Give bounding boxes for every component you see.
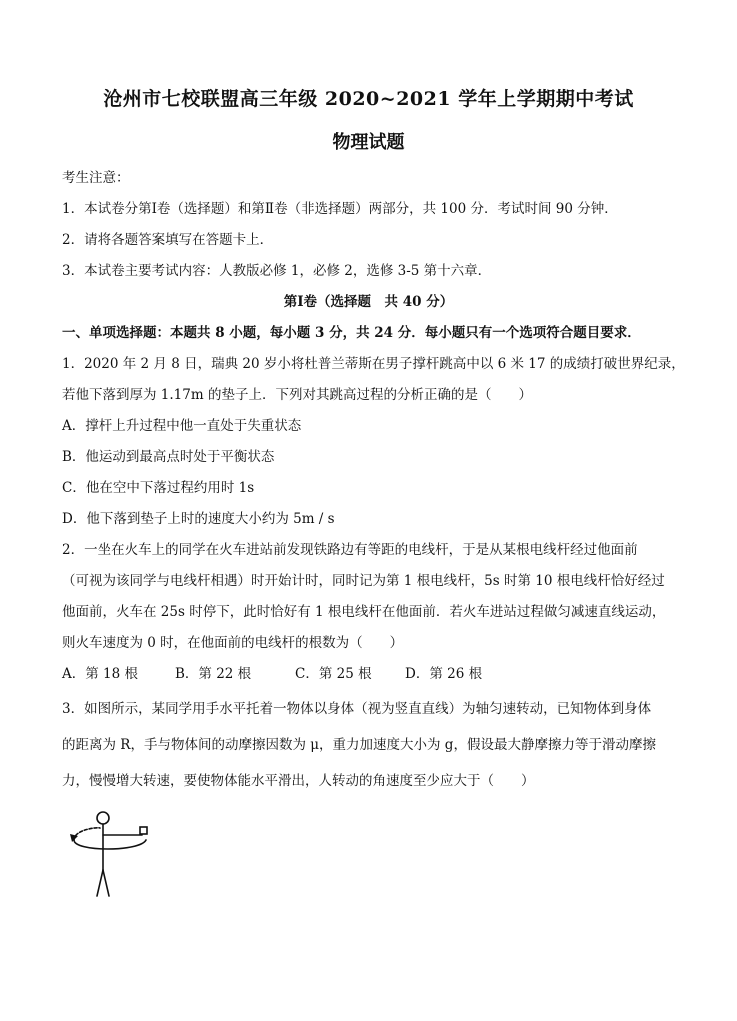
q3-line-1: 3．如图所示，某同学用手水平托着一物体以身体（视为竖直直线）为轴匀速转动，已知物体到身体: [62, 701, 652, 717]
rotating-person-figure: [60, 800, 170, 910]
q1-line-2: 若他下落到厚为 1.17m 的垫子上．下列对其跳高过程的分析正确的是（ ）: [62, 387, 532, 403]
q3-line-2: 的距离为 R，手与物体间的动摩擦因数为 μ，重力加速度大小为 g，假设最大静摩擦力等于滑动摩擦: [62, 737, 656, 753]
q2-line-1: 2．一坐在火车上的同学在火车进站前发现铁路边有等距的电线杆，于是从某根电线杆经过他面前: [62, 542, 638, 558]
figure-head: [97, 812, 109, 824]
notice-item-3: 3．本试卷主要考试内容：人教版必修 1，必修 2，选修 3-5 第十六章．: [62, 263, 492, 279]
q1-option-c: C．他在空中下落过程约用时 1s: [62, 480, 255, 496]
q1-option-b: B．他运动到最高点时处于平衡状态: [62, 449, 275, 465]
q2-line-4: 则火车速度为 0 时，在他面前的电线杆的根数为（ ）: [62, 635, 404, 651]
q1-option-a: A．撑杆上升过程中他一直处于失重状态: [62, 418, 302, 434]
rotation-path-front: [74, 840, 146, 849]
notice-heading: 考生注意：: [62, 170, 130, 186]
figure-leg-left: [97, 870, 103, 896]
notice-item-2: 2．请将各题答案填写在答题卡上．: [62, 232, 274, 248]
q2-option-b: B．第 22 根: [175, 666, 252, 682]
figure-leg-right: [103, 870, 109, 896]
exam-title: 沧州市七校联盟高三年级 2020~2021 学年上学期期中考试: [103, 88, 634, 110]
q2-option-a: A．第 18 根: [62, 666, 139, 682]
q2-option-d: D．第 26 根: [405, 666, 483, 682]
part1-heading: 第Ⅰ卷（选择题 共 40 分）: [283, 294, 454, 310]
q3-line-3: 力，慢慢增大转速，要使物体能水平滑出，人转动的角速度至少应大于（ ）: [62, 773, 535, 789]
notice-item-1: 1．本试卷分第Ⅰ卷（选择题）和第Ⅱ卷（非选择题）两部分，共 100 分．考试时间 90 分钟．: [62, 201, 618, 217]
section-heading: 一、单项选择题：本题共 8 小题，每小题 3 分，共 24 分．每小题只有一个选项符合题目要求．: [62, 325, 641, 341]
exam-subtitle: 物理试题: [332, 132, 405, 153]
q1-line-1: 1．2020 年 2 月 8 日，瑞典 20 岁小将杜普兰蒂斯在男子撑杆跳高中以 6 米 17 的成绩打破世界纪录，: [62, 356, 685, 372]
q2-options: [62, 662, 482, 682]
q1-option-d: D．他下落到垫子上时的速度大小约为 5m / s: [62, 511, 335, 527]
figure-object: [140, 827, 147, 834]
q2-line-2: （可视为该同学与电线杆相遇）时开始计时，同时记为第 1 根电线杆，5s 时第 10 根电线杆恰好经过: [62, 573, 665, 589]
q2-line-3: 他面前，火车在 25s 时停下，此时恰好有 1 根电线杆在他面前．若火车进站过程做匀减速直线运动，: [62, 604, 666, 620]
rotation-path-back: [74, 828, 100, 840]
q2-option-c: C．第 25 根: [295, 666, 372, 682]
